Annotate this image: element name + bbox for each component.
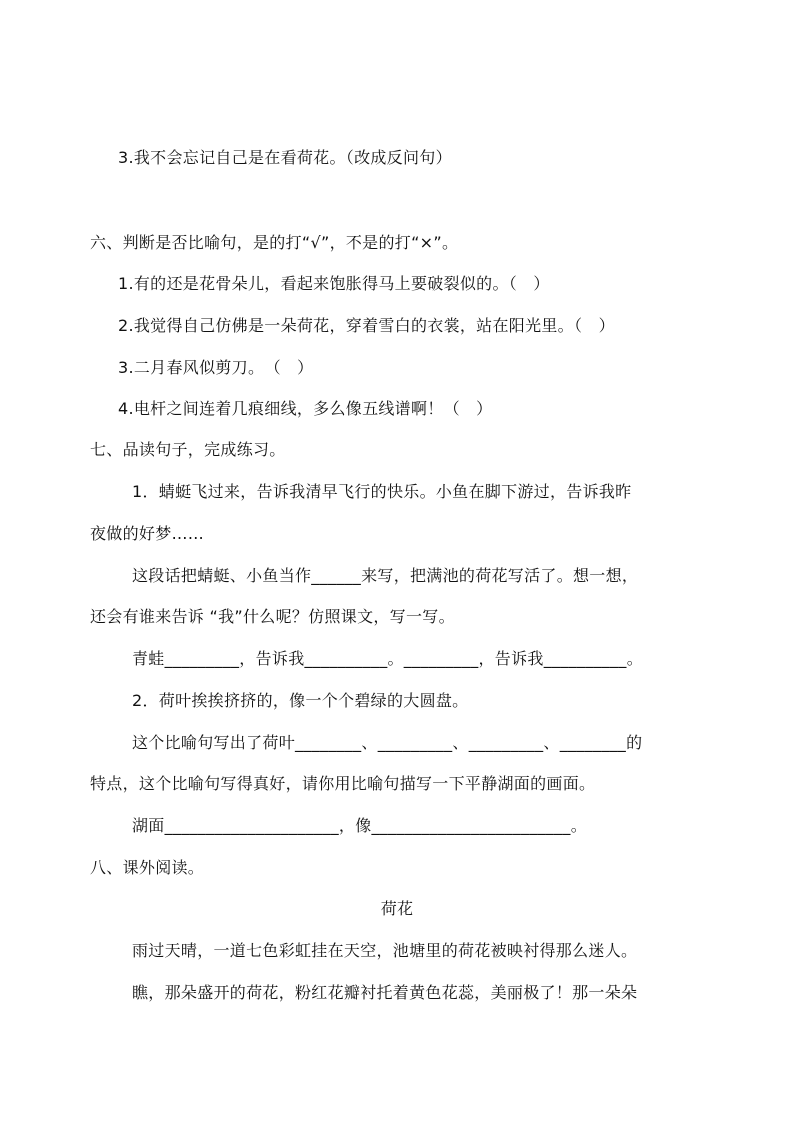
section-7-heading: 七、品读句子，完成练习。 <box>90 440 286 459</box>
judge-item-2: 2.我觉得自己仿佛是一朵荷花，穿着雪白的衣裳，站在阳光里。（ ） <box>118 316 615 335</box>
reading-line-1: 雨过天晴，一道七色彩虹挂在天空，池塘里的荷花被映衬得那么迷人。 <box>132 941 638 960</box>
section-6-heading: 六、判断是否比喻句，是的打“√”，不是的打“×”。 <box>90 233 459 252</box>
passage-1-line-2: 夜做的好梦…… <box>90 524 205 543</box>
question-1-line-2: 还会有谁来告诉 “我”什么呢？仿照课文，写一写。 <box>90 607 455 626</box>
passage-2-line: 2．荷叶挨挨挤挤的，像一个个碧绿的大圆盘。 <box>132 691 469 710</box>
fill-in-lake-line: 湖面_____________________，像________________________。 <box>132 816 587 835</box>
fill-in-frog-line: 青蛙_________，告诉我__________。_________，告诉我__________。 <box>132 649 643 668</box>
judge-item-1: 1.有的还是花骨朵儿，看起来饱胀得马上要破裂似的。（ ） <box>118 274 550 293</box>
judge-item-4: 4.电杆之间连着几痕细线，多么像五线谱啊！（ ） <box>118 399 493 418</box>
reading-title: 荷花 <box>380 899 414 918</box>
question-rewrite-3: 3.我不会忘记自己是在看荷花。（改成反问句） <box>118 148 452 167</box>
reading-line-2: 瞧，那朵盛开的荷花，粉红花瓣衬托着黄色花蕊，美丽极了！那一朵朵 <box>132 983 638 1002</box>
question-2-line-1: 这个比喻句写出了荷叶________、_________、_________、________的 <box>132 733 643 752</box>
question-1-line-1: 这段话把蜻蜓、小鱼当作______来写，把满池的荷花写活了。想一想， <box>132 566 639 585</box>
section-8-heading: 八、课外阅读。 <box>90 858 205 877</box>
passage-1-line-1: 1．蜻蜓飞过来，告诉我清早飞行的快乐。小鱼在脚下游过，告诉我昨 <box>132 482 632 501</box>
question-2-line-2: 特点，这个比喻句写得真好，请你用比喻句描写一下平静湖面的画面。 <box>90 774 596 793</box>
judge-item-3: 3.二月春风似剪刀。 （ ） <box>118 358 314 377</box>
